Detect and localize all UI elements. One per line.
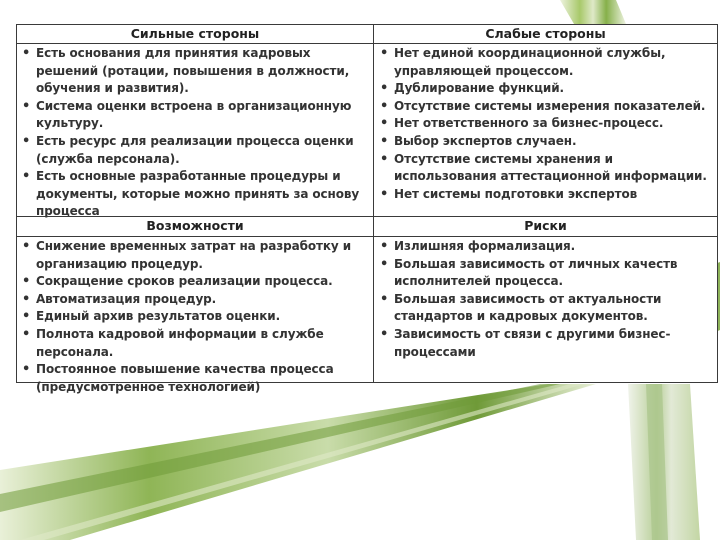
bullet-icon: • (380, 291, 389, 307)
bullet-icon: • (22, 169, 31, 185)
bullet-icon: • (22, 274, 31, 290)
bullet-icon: • (380, 326, 389, 342)
list-item: • Полнота кадровой информации в службе персонала. (22, 326, 324, 359)
list-item: • Большая зависимость от актуальности стандартов и кадровых документов. (380, 291, 662, 324)
list-item: • Есть основные разработанные процедуры и документы, которые можно принять за основу процесса (22, 169, 360, 219)
bullet-icon: • (22, 309, 31, 325)
list-item: • Большая зависимость от личных качеств исполнителей процесса. (380, 256, 678, 289)
bullet-icon: • (380, 98, 389, 114)
bullet-icon: • (22, 362, 31, 378)
bullet-icon: • (22, 326, 31, 342)
list-item: • Отсутствие системы измерения показателей. (380, 98, 706, 114)
bullet-icon: • (22, 133, 31, 149)
bullet-icon: • (380, 133, 389, 149)
list-item: • Нет системы подготовки экспертов (380, 186, 638, 202)
threats-cell (377, 238, 715, 361)
grass-stalk-top (560, 0, 626, 24)
list-item: • Есть ресурс для реализации процесса оценки (служба персонала). (22, 133, 354, 166)
bullet-icon: • (380, 151, 389, 167)
list-item: • Автоматизация процедур. (22, 291, 217, 307)
bullet-icon: • (22, 291, 31, 307)
weaknesses-header: Слабые стороны (374, 25, 717, 44)
opportunities-header: Возможности (17, 216, 373, 237)
bullet-icon: • (22, 46, 31, 61)
list-item: • Выбор экспертов случаен. (380, 133, 577, 149)
opportunities-cell (19, 238, 371, 396)
list-item: • Дублирование функций. (380, 81, 564, 97)
list-item: • Зависимость от связи с другими бизнес-процессами (380, 326, 671, 359)
bullet-icon: • (380, 239, 389, 254)
bullet-icon: • (380, 116, 389, 132)
bullet-icon: • (22, 239, 31, 254)
bullet-icon: • (380, 256, 389, 272)
list-item: • Сокращение сроков реализации процесса. (22, 274, 333, 290)
list-item: • Снижение временных затрат на разработку и организацию процедур. (22, 239, 352, 271)
swot-table (16, 24, 718, 394)
list-item: • Единый архив результатов оценки. (22, 309, 281, 325)
column-divider (373, 25, 374, 382)
list-item: • Постоянное повышение качества процесса (предусмотренное технологией) (22, 362, 334, 394)
strengths-header: Сильные стороны (17, 25, 373, 44)
bullet-icon: • (22, 98, 31, 114)
list-item: • Есть основания для принятия кадровых решений (ротации, повышения в должности, обучения и развития). (22, 46, 350, 96)
strengths-cell (19, 45, 371, 221)
weaknesses-cell (377, 45, 715, 203)
list-item: • Нет единой координационной службы, управляющей процессом. (380, 46, 666, 78)
threats-header: Риски (374, 216, 717, 237)
list-item: • Отсутствие системы хранения и использования аттестационной информации. (380, 151, 707, 184)
bullet-icon: • (380, 81, 389, 97)
bullet-icon: • (380, 46, 389, 61)
list-item: • Излишняя формализация. (380, 239, 576, 254)
bullet-icon: • (380, 186, 389, 202)
list-item: • Нет ответственного за бизнес-процесс. (380, 116, 664, 132)
list-item: • Система оценки встроена в организационную культуру. (22, 98, 352, 131)
